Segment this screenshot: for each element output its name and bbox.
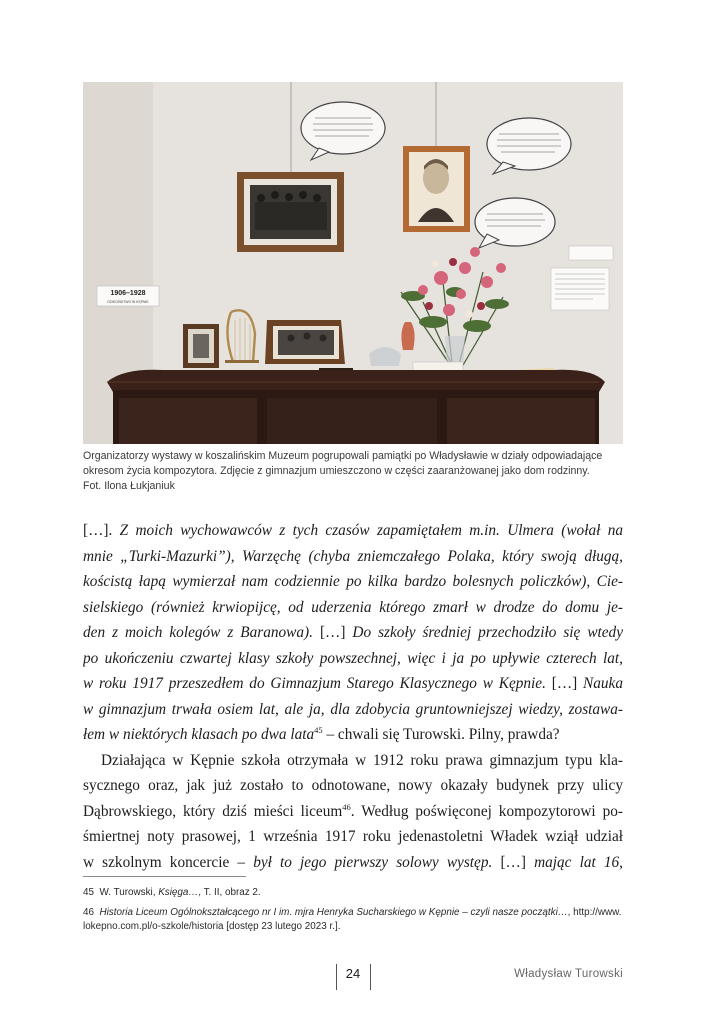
- text-line: po ukończeniu czwartej klasy szkoły powszechnej, więc i ja po upływie czterech lat,: [83, 649, 623, 667]
- body-text: [83, 518, 623, 875]
- text-line: w roku 1917 przeszedłem do Gimnazjum Starego Klasycznego w Kępnie. […] Nauka: [83, 675, 623, 692]
- school-photo-frame: [265, 320, 345, 364]
- exhibition-scene: [83, 82, 623, 444]
- dresser: [107, 370, 605, 444]
- svg-text:1906–1928: 1906–1928: [110, 290, 146, 297]
- running-title: Władysław Turowski: [514, 968, 623, 980]
- text-line: […]. Z moich wychowawców z tych czasów zapamiętałem m.in. Ulmera (wołał na: [83, 522, 623, 539]
- caption-line: okresom życia kompozytora. Zdjęcie z gimnazjum umieszczono w części zaaranżowanej jako dom rodzinny.: [83, 465, 590, 477]
- svg-text:DZIECIŃSTWO W KĘPNIE: DZIECIŃSTWO W KĘPNIE: [107, 300, 149, 304]
- caption-credit: Fot. Ilona Łukjaniuk: [83, 480, 175, 492]
- footnote-46: 46 Historia Liceum Ogólnokształcącego nr I im. mjra Henryka Sucharskiego w Kępnie – czyli nasze początki…, http://www. lokepno.com.pl/o-szkole/historia [dostęp 23 lutego 2023 r.].: [83, 907, 622, 932]
- small-photo-frame: [183, 324, 219, 368]
- timeline-panel: [97, 286, 159, 306]
- text-line: w szkolnym koncercie – był to jego pierwszy solowy występ. […] mając lat 16,: [83, 853, 623, 871]
- text-line: sielskiego (również krwiopijcę, od uderzenia którego zmarł w drodze do domu je-: [83, 598, 623, 616]
- page-number-bar-right: [370, 964, 371, 990]
- footnote-ref: 45: [314, 725, 323, 735]
- footnote-ref: 46: [342, 801, 351, 812]
- text-line: sycznego oraz, jak już zostało to odnotowane, nowy okazały budynek przy ulicy: [83, 777, 623, 794]
- caption-line: Organizatorzy wystawy w koszalińskim Muzeum pogrupowali pamiątki po Władysławie w działy odpowiadające: [83, 450, 603, 462]
- text-line: Działająca w Kępnie szkoła otrzymała w 1912 roku prawa gimnazjum typu kla-: [101, 751, 623, 769]
- text-line: śmiertnej noty prasowej, 1 września 1917 roku jedenastoletni Władek wziął udział: [83, 828, 623, 845]
- portrait-frame: [403, 146, 470, 232]
- group-photo-frame: [237, 172, 344, 252]
- text-line: den z moich kolegów z Baranowa). […] Do szkoły średniej przechodziło się wtedy: [83, 624, 623, 641]
- text-line: kościstą łapą wymierzał nam codziennie po kilka bardzo bolesnych policzków), Cie-: [83, 573, 623, 590]
- page-number: 24: [345, 966, 361, 981]
- text-line: łem w niektórych klasach po dwa lata$^{45}$ – chwali się Turowski. Pilny, prawda?: [83, 725, 560, 743]
- text-line: Dąbrowskiego, który dziś mieści liceum$^{46}$. Według poświęconej kompozytorowi po-: [83, 801, 623, 820]
- text-line: mnie „Turki-Mazurki”), Warzęchę (chyba zniemczałego Polaka, który swoją długą,: [83, 547, 623, 565]
- exhibition-photo: [83, 82, 623, 444]
- text-line: w gimnazjum trwała osiem lat, ale ja, dla zdobycia gruntowniejszej wiedzy, zostawa-: [83, 700, 623, 718]
- footnote-45: 45 W. Turowski, Księga…, T. II, obraz 2.: [83, 887, 261, 898]
- photo-caption: [83, 449, 623, 494]
- footnote-divider: [83, 876, 246, 877]
